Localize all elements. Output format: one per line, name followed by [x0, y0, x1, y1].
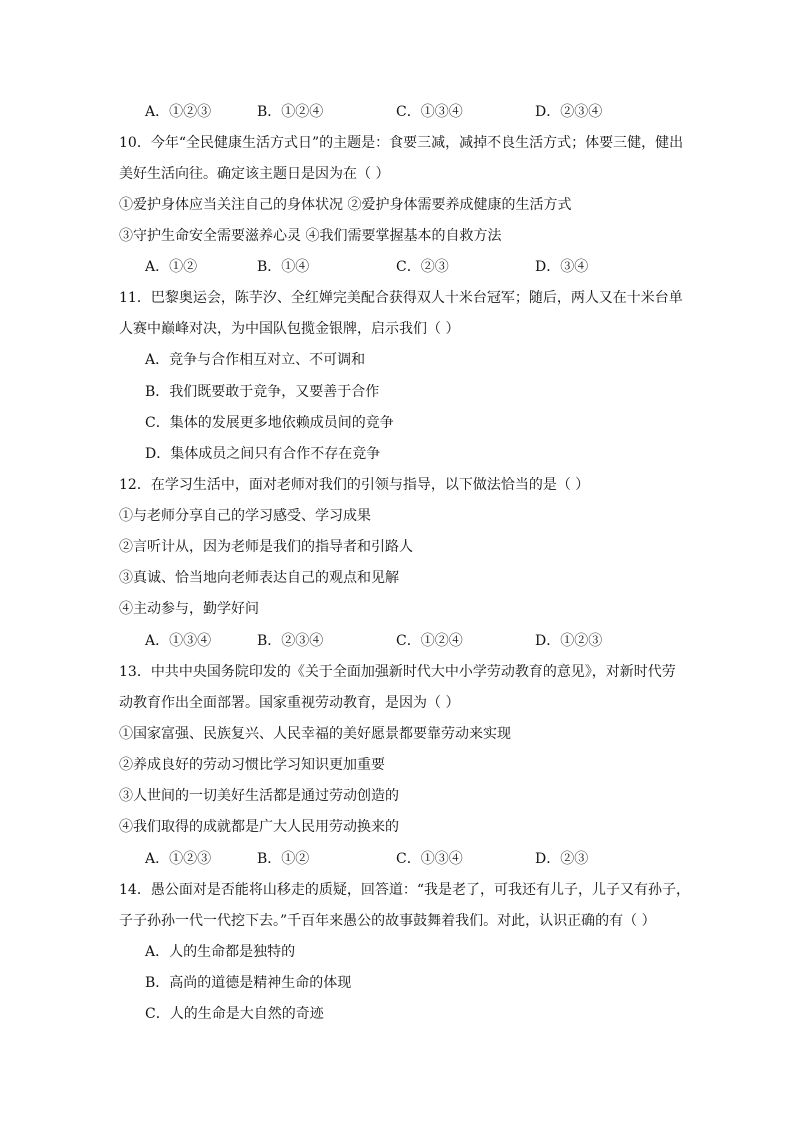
q12-statement-3: ③真诚、恰当地向老师表达自己的观点和见解: [119, 570, 399, 586]
q13-option-b: B．①②: [257, 851, 310, 867]
q12-option-c: C．①②④: [396, 633, 463, 649]
q9-option-a: A．①②③: [145, 104, 212, 120]
q11-choice-d: D．集体成员之间只有合作不存在竞争: [145, 446, 381, 462]
q10-stem-line-2: 美好生活向往。确定该主题日是因为在（ ）: [119, 166, 390, 182]
q14-choice-a: A．人的生命都是独特的: [145, 944, 296, 960]
q14-choice-c: C．人的生命是大自然的奇迹: [145, 1006, 324, 1022]
q9-option-b: B．①②④: [257, 104, 324, 120]
q11-stem-line-1: 11．巴黎奥运会，陈芋汐、全红婵完美配合获得双人十米台冠军；随后，两人又在十米台单: [119, 290, 683, 306]
q13-option-a: A．①②③: [145, 851, 212, 867]
q10-options: [145, 257, 665, 277]
q12-statement-1: ①与老师分享自己的学习感受、学习成果: [119, 508, 371, 524]
q12-stem-line-1: 12．在学习生活中，面对老师对我们的引领与指导，以下做法恰当的是（ ）: [119, 477, 590, 493]
q13-option-c: C．①③④: [396, 851, 463, 867]
q12-option-b: B．②③④: [257, 633, 324, 649]
q11-choice-c: C．集体的发展更多地依赖成员间的竞争: [145, 415, 394, 431]
q13-statement-4: ④我们取得的成就都是广大人民用劳动换来的: [119, 819, 399, 835]
q10-stem-line-1: 10．今年“全民健康生活方式日”的主题是：食要三减，减掉不良生活方式；体要三健，健出: [119, 135, 684, 151]
q13-statement-1: ①国家富强、民族复兴、人民幸福的美好愿景都要靠劳动来实现: [119, 726, 511, 742]
q10-option-b: B．①④: [257, 259, 310, 275]
q10-statement-2: ③守护生命安全需要滋养心灵 ④我们需要掌握基本的自救方法: [119, 228, 502, 244]
q10-option-c: C．②③: [396, 259, 449, 275]
q12-options: [145, 631, 665, 651]
q14-choice-b: B．高尚的道德是精神生命的体现: [145, 975, 352, 991]
q13-statement-3: ③人世间的一切美好生活都是通过劳动创造的: [119, 788, 399, 804]
q13-statement-2: ②养成良好的劳动习惯比学习知识更加重要: [119, 757, 385, 773]
q9-options: [145, 102, 665, 122]
q12-option-d: D．①②③: [535, 633, 603, 649]
q14-stem-line-2: 子子孙孙一代一代挖下去。”千百年来愚公的故事鼓舞着我们。对此，认识正确的有（ ）: [119, 913, 656, 929]
q13-stem-line-1: 13．中共中央国务院印发的《关于全面加强新时代大中小学劳动教育的意见》，对新时代劳: [119, 664, 676, 680]
q9-option-c: C．①③④: [396, 104, 463, 120]
q10-option-a: A．①②: [145, 259, 198, 275]
q13-options: [145, 849, 665, 869]
q12-statement-4: ④主动参与，勤学好问: [119, 601, 259, 617]
q14-stem-line-1: 14．愚公面对是否能将山移走的质疑，回答道：“我是老了，可我还有儿子，儿子又有孙子，: [119, 882, 690, 898]
q10-option-d: D．③④: [535, 259, 589, 275]
q10-statement-1: ①爱护身体应当关注自己的身体状况 ②爱护身体需要养成健康的生活方式: [119, 197, 572, 213]
q12-statement-2: ②言听计从，因为老师是我们的指导者和引路人: [119, 539, 413, 555]
q9-option-d: D．②③④: [535, 104, 603, 120]
q12-option-a: A．①③④: [145, 633, 212, 649]
q11-choice-b: B．我们既要敢于竞争，又要善于合作: [145, 384, 380, 400]
q11-choice-a: A．竞争与合作相互对立、不可调和: [145, 352, 366, 368]
q13-stem-line-2: 动教育作出全面部署。国家重视劳动教育，是因为（ ）: [119, 695, 460, 711]
q13-option-d: D．②③: [535, 851, 589, 867]
q11-stem-line-2: 人赛中巅峰对决，为中国队包揽金银牌，启示我们（ ）: [119, 321, 460, 337]
